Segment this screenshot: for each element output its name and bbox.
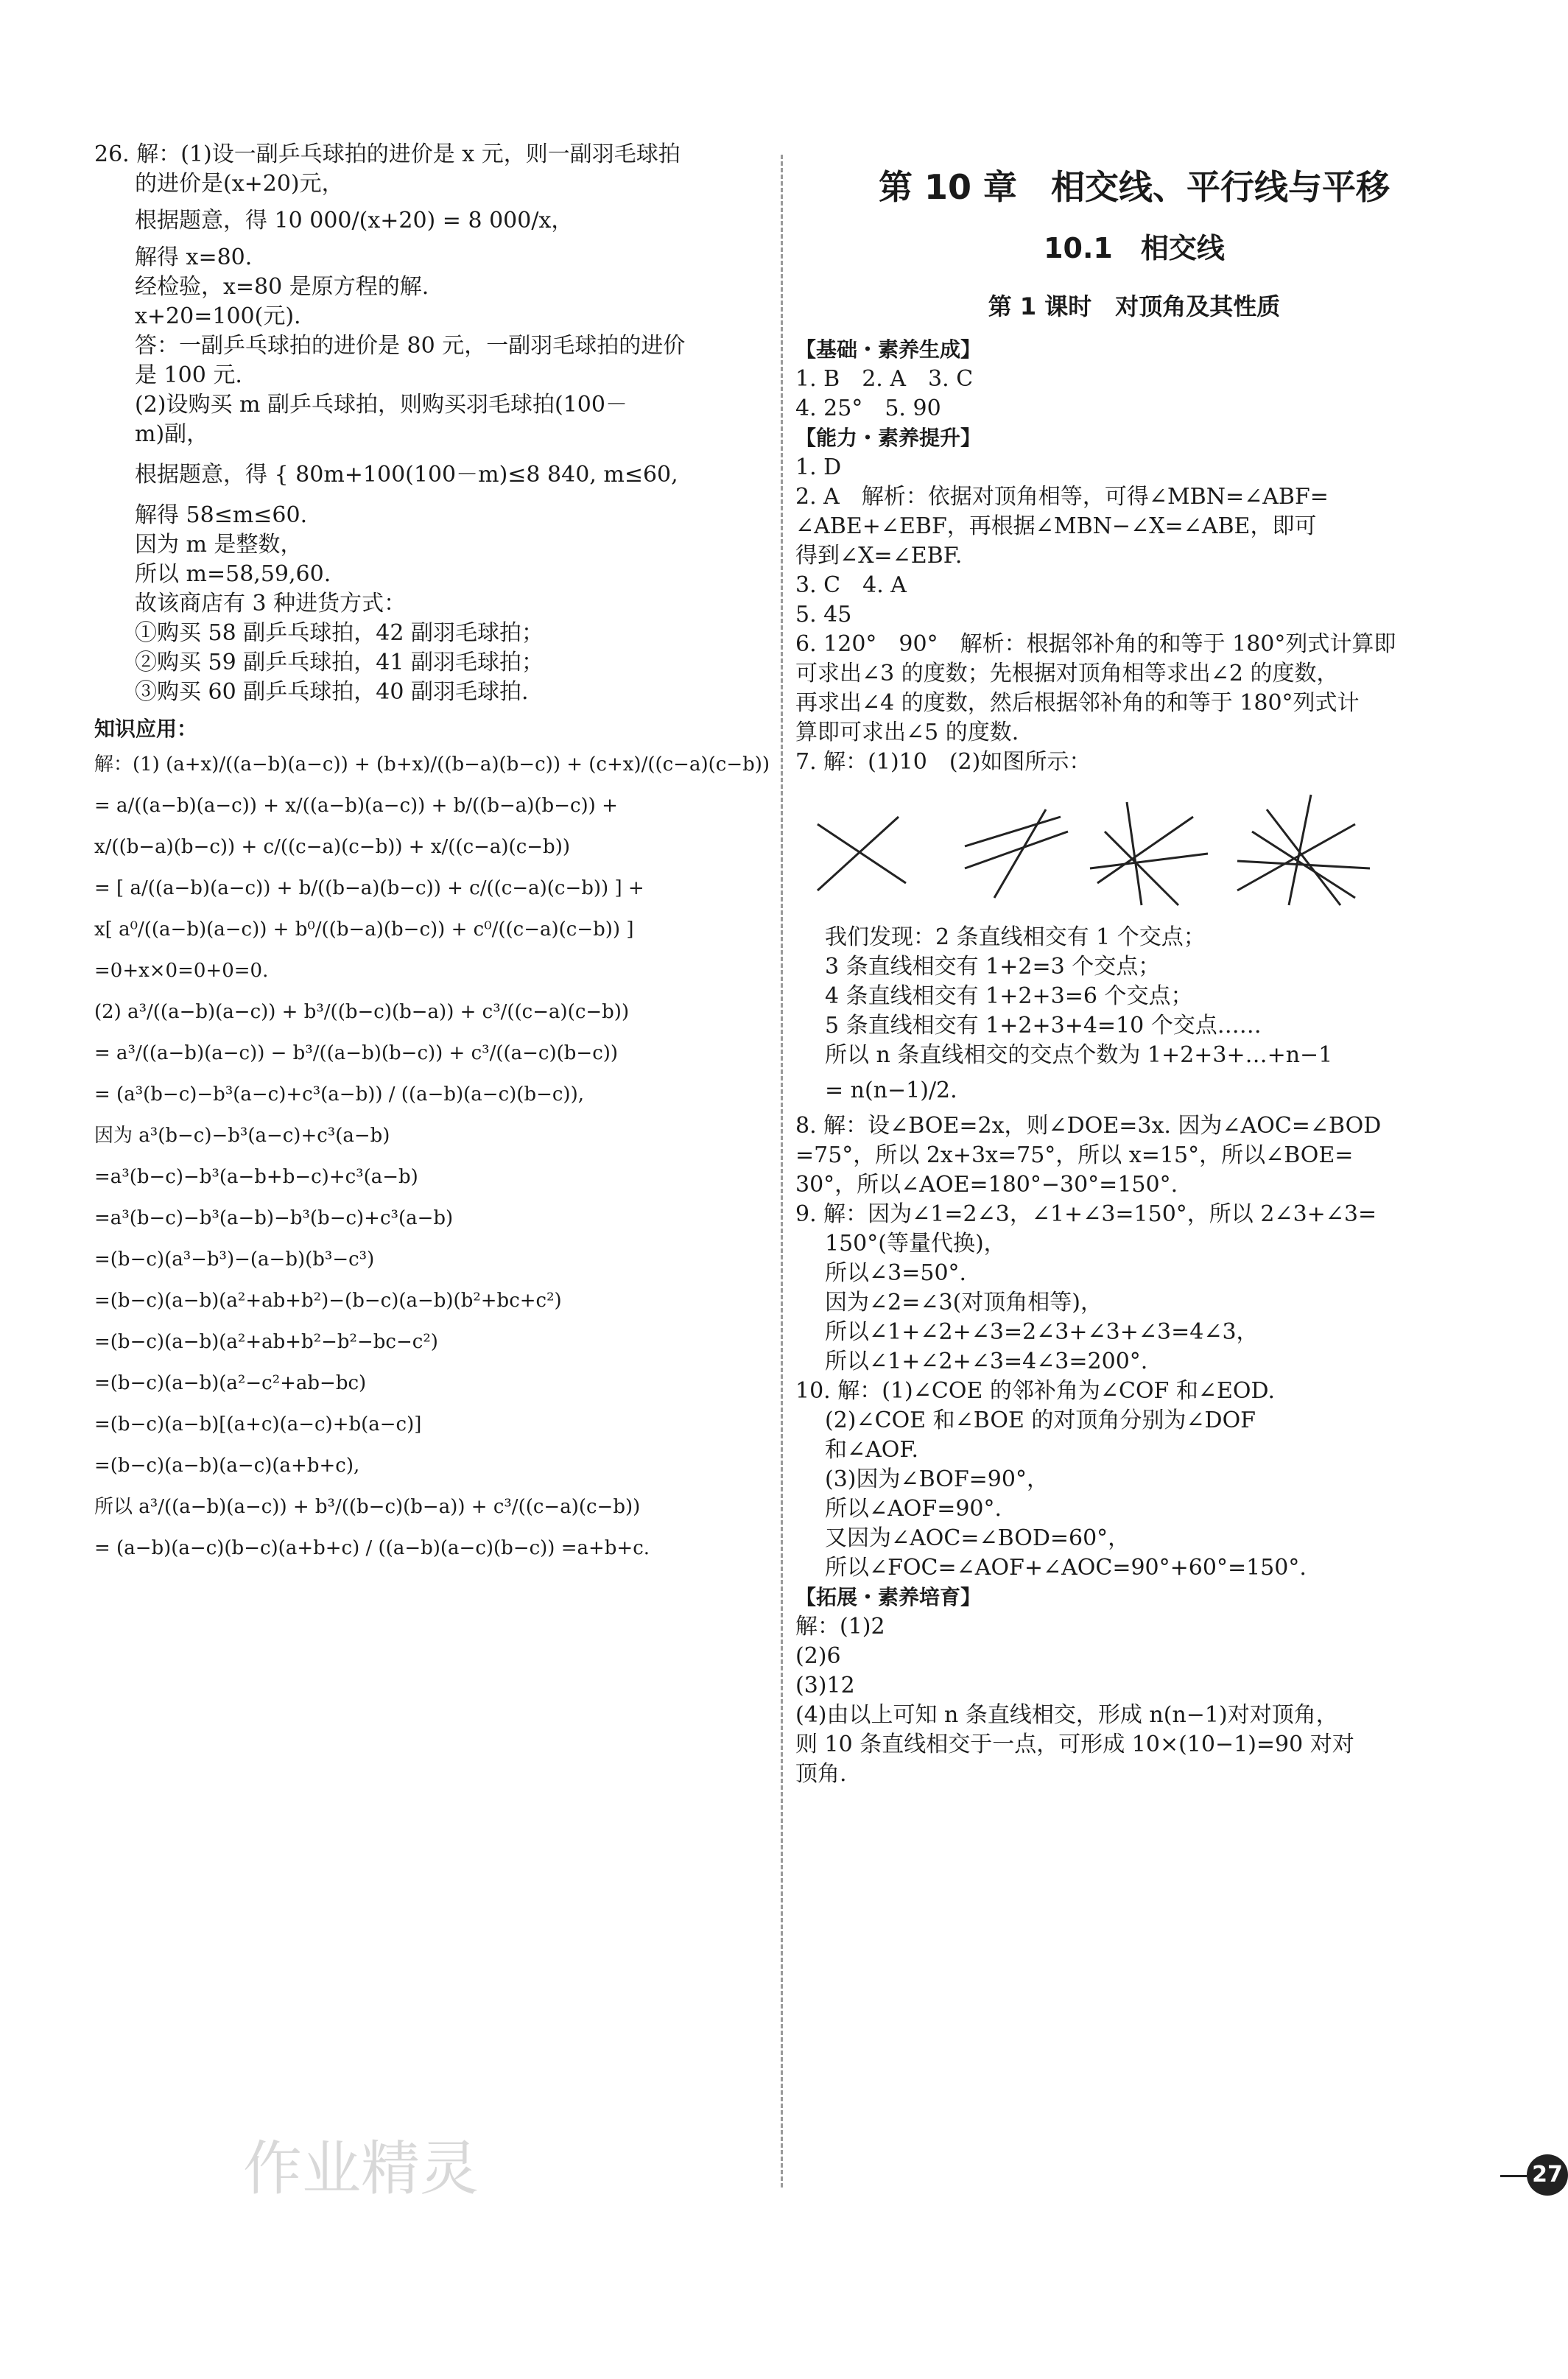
q9-line-2: 150°(等量代换)， [825, 1231, 1006, 1257]
eq-line-7: (2) a³/((a−b)(a−c)) + b³/((b−c)(b−a)) + c³/((c−a)(c−b)) [94, 1001, 630, 1023]
eq-line-3: x/((b−a)(b−c)) + c/((c−a)(c−b)) + x/((c−a)(c−b)) [94, 836, 570, 858]
q7-line-3: 4 条直线相交有 1+2+3=6 个交点； [825, 983, 1193, 1009]
q26-line-4: 解得 x=80. [135, 245, 253, 270]
q26-line-16: ①购买 58 副乒乓球拍，42 副羽毛球拍； [135, 620, 544, 646]
q26-line-18: ③购买 60 副乒乓球拍，40 副羽毛球拍. [135, 679, 529, 705]
ability-line-11: 7. 解：(1)10 (2)如图所示： [795, 749, 1091, 775]
basic-header: 【基础・素养生成】 [795, 337, 982, 362]
q10-line-2: (2)∠COE 和∠BOE 的对顶角分别为∠DOF [825, 1408, 1256, 1433]
q7-line-5: 所以 n 条直线相交的交点个数为 1+2+3+…+n−1 [825, 1042, 1333, 1068]
fig-line [818, 824, 906, 883]
ability-line-9: 再求出∠4 的度数，然后根据邻补角的和等于 180°列式计 [795, 690, 1360, 716]
ability-line-7: 6. 120° 90° 解析：根据邻补角的和等于 180°列式计算即 [795, 631, 1396, 657]
q10-line-1: 10. 解：(1)∠COE 的邻补角为∠COF 和∠EOD. [795, 1378, 1276, 1404]
eq-line-11: =a³(b−c)−b³(a−b+b−c)+c³(a−b) [94, 1166, 418, 1188]
eq-line-19: 所以 a³/((a−b)(a−c)) + b³/((b−c)(b−a)) + c³/((c−a)(c−b)) [94, 1496, 641, 1518]
ext-line-1: 解：(1)2 [795, 1614, 885, 1640]
q26-line-6: x+20=100(元). [135, 303, 301, 329]
eq-line-13: =(b−c)(a³−b³)−(a−b)(b³−c³) [94, 1248, 375, 1271]
fig-line [1267, 809, 1340, 905]
ext-line-3: (3)12 [795, 1673, 855, 1698]
eq-line-2: = a/((a−b)(a−c)) + x/((a−b)(a−c)) + b/((b−a)(b−c)) + [94, 795, 618, 817]
q9-line-5: 所以∠1+∠2+∠3=2∠3+∠3+∠3=4∠3， [825, 1319, 1259, 1345]
q26-line-11: 根据题意，得 { 80m+100(100－m)≤8 840, m≤60, [135, 462, 678, 488]
q26-line-12: 解得 58≤m≤60. [135, 502, 308, 528]
eq-line-17: =(b−c)(a−b)[(a+c)(a−c)+b(a−c)] [94, 1413, 422, 1436]
eq-line-12: =a³(b−c)−b³(a−b)−b³(b−c)+c³(a−b) [94, 1207, 454, 1229]
intersecting-lines-figure [795, 787, 1458, 913]
page-number [1494, 2154, 1568, 2199]
q10-line-7: 所以∠FOC=∠AOF+∠AOC=90°+60°=150°. [825, 1555, 1307, 1581]
chapter-title: 第 10 章 相交线、平行线与平移 [878, 167, 1391, 207]
ext-line-4: (4)由以上可知 n 条直线相交，形成 n(n−1)对对顶角， [795, 1702, 1338, 1728]
fig-line [1237, 861, 1370, 868]
fig-line [994, 809, 1046, 898]
ability-line-1: 1. D [795, 454, 842, 480]
fig-line [1090, 854, 1208, 868]
q26-line-10: m)副， [135, 421, 209, 447]
eq-line-16: =(b−c)(a−b)(a²−c²+ab−bc) [94, 1372, 367, 1394]
ability-line-3: ∠ABE+∠EBF，再根据∠MBN−∠X=∠ABE，即可 [795, 513, 1317, 539]
q9-line-6: 所以∠1+∠2+∠3=4∠3=200°. [825, 1349, 1148, 1374]
eq-line-10: 因为 a³(b−c)−b³(a−c)+c³(a−b) [94, 1125, 390, 1147]
q8-line-1: 8. 解：设∠BOE=2x，则∠DOE=3x. 因为∠AOC=∠BOD [795, 1113, 1382, 1139]
lesson-title: 第 1 课时 对顶角及其性质 [988, 292, 1281, 320]
q26-line-1: 26. 解：(1)设一副乒乓球拍的进价是 x 元，则一副羽毛球拍 [94, 141, 681, 167]
q26-line-7: 答：一副乒乓球拍的进价是 80 元，一副羽毛球拍的进价 [135, 333, 686, 359]
ability-line-8: 可求出∠3 的度数；先根据对顶角相等求出∠2 的度数， [795, 661, 1339, 686]
fig-line [818, 817, 899, 890]
ability-line-6: 5. 45 [795, 602, 852, 628]
q8-line-2: =75°，所以 2x+3x=75°，所以 x=15°，所以∠BOE= [795, 1142, 1354, 1168]
q26-line-17: ②购买 59 副乒乓球拍，41 副羽毛球拍； [135, 650, 544, 675]
q9-line-4: 因为∠2=∠3(对顶角相等)， [825, 1290, 1103, 1315]
fig-line [965, 832, 1068, 868]
eq-line-14: =(b−c)(a−b)(a²+ab+b²)−(b−c)(a−b)(b²+bc+c²) [94, 1290, 562, 1312]
page-number-dash [1500, 2175, 1527, 2177]
eq-line-5: x[ a⁰/((a−b)(a−c)) + b⁰/((b−a)(b−c)) + c⁰/((c−a)(c−b)) ] [94, 918, 634, 941]
q7-line-1: 我们发现：2 条直线相交有 1 个交点； [825, 924, 1206, 950]
q10-line-3: 和∠AOF. [825, 1437, 919, 1463]
q10-line-4: (3)因为∠BOF=90°， [825, 1466, 1049, 1492]
q26-line-9: (2)设购买 m 副乒乓球拍，则购买羽毛球拍(100－ [135, 392, 627, 418]
q26-line-2: 的进价是(x+20)元， [135, 171, 344, 197]
q7-line-6: = n(n−1)/2. [825, 1078, 957, 1103]
ability-line-10: 算即可求出∠5 的度数. [795, 720, 1019, 745]
eq-line-4: = [ a/((a−b)(a−c)) + b/((b−a)(b−c)) + c/((c−a)(c−b)) ] + [94, 877, 644, 899]
q26-line-8: 是 100 元. [135, 362, 242, 388]
knowledge-title: 知识应用： [94, 717, 198, 741]
q10-line-5: 所以∠AOF=90°. [825, 1496, 1002, 1522]
ext-line-6: 顶角. [795, 1761, 847, 1787]
ability-header: 【能力・素养提升】 [795, 426, 982, 450]
q26-line-5: 经检验，x=80 是原方程的解. [135, 274, 429, 300]
fig-line [965, 817, 1061, 846]
eq-line-15: =(b−c)(a−b)(a²+ab+b²−b²−bc−c²) [94, 1331, 438, 1353]
eq-line-20: = (a−b)(a−c)(b−c)(a+b+c) / ((a−b)(a−c)(b−c)) =a+b+c. [94, 1537, 650, 1559]
watermark: 作业精灵 [243, 2134, 479, 2203]
q10-line-6: 又因为∠AOC=∠BOD=60°， [825, 1525, 1131, 1551]
ability-line-5: 3. C 4. A [795, 572, 907, 598]
ext-line-5: 则 10 条直线相交于一点，可形成 10×(10−1)=90 对对 [795, 1732, 1354, 1757]
right-column [795, 140, 1473, 1789]
q9-line-1: 9. 解：因为∠1=2∠3，∠1+∠3=150°，所以 2∠3+∠3= [795, 1201, 1377, 1227]
fig-line [1105, 832, 1178, 905]
ability-line-4: 得到∠X=∠EBF. [795, 543, 963, 569]
eq-line-18: =(b−c)(a−b)(a−c)(a+b+c), [94, 1455, 360, 1477]
q26-line-15: 故该商店有 3 种进货方式： [135, 591, 407, 616]
eq-line-9: = (a³(b−c)−b³(a−c)+c³(a−b)) / ((a−b)(a−c)(b−c)), [94, 1083, 584, 1106]
q7-line-2: 3 条直线相交有 1+2=3 个交点； [825, 954, 1161, 980]
column-divider [781, 155, 783, 2188]
q9-line-3: 所以∠3=50°. [825, 1260, 967, 1286]
eq-line-1: 解：(1) (a+x)/((a−b)(a−c)) + (b+x)/((b−a)(b−c)) + (c+x)/((c−a)(c−b)) [94, 753, 770, 776]
page-number-badge: 27 [1527, 2154, 1568, 2196]
q7-line-4: 5 条直线相交有 1+2+3+4=10 个交点…… [825, 1013, 1262, 1039]
basic-line-1: 1. B 2. A 3. C [795, 366, 974, 392]
q8-line-3: 30°，所以∠AOE=180°−30°=150°. [795, 1172, 1178, 1198]
basic-line-2: 4. 25° 5. 90 [795, 396, 941, 421]
q26-line-3: 根据题意，得 10 000/(x+20) = 8 000/x， [135, 208, 574, 233]
ext-header: 【拓展・素养培育】 [795, 1585, 982, 1609]
q26-line-13: 因为 m 是整数， [135, 532, 303, 558]
eq-line-8: = a³/((a−b)(a−c)) − b³/((a−b)(b−c)) + c³/((a−c)(b−c)) [94, 1042, 619, 1064]
ext-line-2: (2)6 [795, 1643, 841, 1669]
section-title: 10.1 相交线 [1044, 232, 1225, 264]
q26-line-14: 所以 m=58,59,60. [135, 561, 331, 587]
left-column [94, 140, 772, 1569]
eq-line-6: =0+x×0=0+0=0. [94, 960, 269, 982]
ability-line-2: 2. A 解析：依据对顶角相等，可得∠MBN=∠ABF= [795, 484, 1329, 510]
